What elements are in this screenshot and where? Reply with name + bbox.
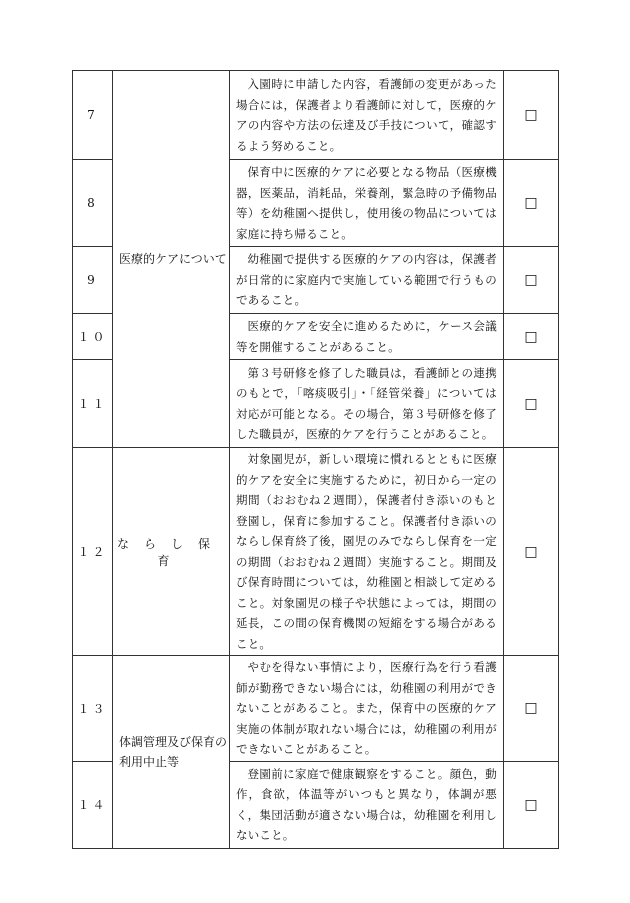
row-number: １１ xyxy=(73,360,113,448)
checkbox[interactable]: □ xyxy=(504,160,559,247)
row-content: 第３号研修を修了した職員は，看護師との連携のもとで，「喀痰吸引」・「経管栄養」については対応が可能となる。その場合，第３号研修を修了した職員が，医療的ケアを行うことがあること。 xyxy=(230,360,504,448)
table-row xyxy=(73,656,559,762)
row-number: 9 xyxy=(73,247,113,314)
category-trial-care: ならし保育 xyxy=(113,448,230,656)
row-number: 8 xyxy=(73,160,113,247)
checkbox[interactable]: □ xyxy=(504,71,559,160)
table-row xyxy=(73,71,559,160)
category-medical-care: 医療的ケアについて xyxy=(113,71,230,448)
checkbox[interactable]: □ xyxy=(504,314,559,360)
row-number: １４ xyxy=(73,761,113,848)
row-content: 幼稚園で提供する医療的ケアの内容は，保護者が日常的に家庭内で実施している範囲で行うものであること。 xyxy=(230,247,504,314)
row-number: １３ xyxy=(73,656,113,762)
checkbox[interactable]: □ xyxy=(504,448,559,656)
table-row xyxy=(73,448,559,656)
row-content: 医療的ケアを安全に進めるために，ケース会議等を開催することがあること。 xyxy=(230,314,504,360)
row-number: １０ xyxy=(73,314,113,360)
checkbox[interactable]: □ xyxy=(504,360,559,448)
row-content: 入園時に申請した内容，看護師の変更があった場合には，保護者より看護師に対して，医療的ケアの内容や方法の伝達及び手技について，確認するよう努めること。 xyxy=(230,71,504,160)
row-number: １２ xyxy=(73,448,113,656)
checkbox[interactable]: □ xyxy=(504,656,559,762)
row-content: 保育中に医療的ケアに必要となる物品（医療機器，医薬品，消耗品，栄養剤，緊急時の予備物品等）を幼稚園へ提供し，使用後の物品については家庭に持ち帰ること。 xyxy=(230,160,504,247)
row-content: 対象園児が，新しい環境に慣れるとともに医療的ケアを安全に実施するために，初日から一定の期間（おおむね２週間），保護者付き添いのもと登園し，保育に参加すること。保護者付き添いのならし保育終了後，園児のみでならし保育を一定の期間（おおむね２週間）実施すること。期間及び保育時間については，幼稚園と相談して定めること。対象園児の様子や状態によっては，期間の延長，この間の保育機関の短縮をする場合があること。 xyxy=(230,448,504,656)
row-number: 7 xyxy=(73,71,113,160)
checkbox[interactable]: □ xyxy=(504,761,559,848)
row-content: やむを得ない事情により，医療行為を行う看護師が勤務できない場合には，幼稚園の利用ができないことがあること。また，保育中の医療的ケア実施の体制が取れない場合には，幼稚園の利用ができないことがあること。 xyxy=(230,656,504,762)
category-health-management: 体調管理及び保育の利用中止等 xyxy=(113,656,230,849)
checkbox[interactable]: □ xyxy=(504,247,559,314)
consent-checklist-table xyxy=(72,70,559,849)
row-content: 登園前に家庭で健康観察をすること。顔色，動作，食欲，体温等がいつもと異なり，体調が悪く，集団活動が適さない場合は，幼稚園を利用しないこと。 xyxy=(230,761,504,848)
